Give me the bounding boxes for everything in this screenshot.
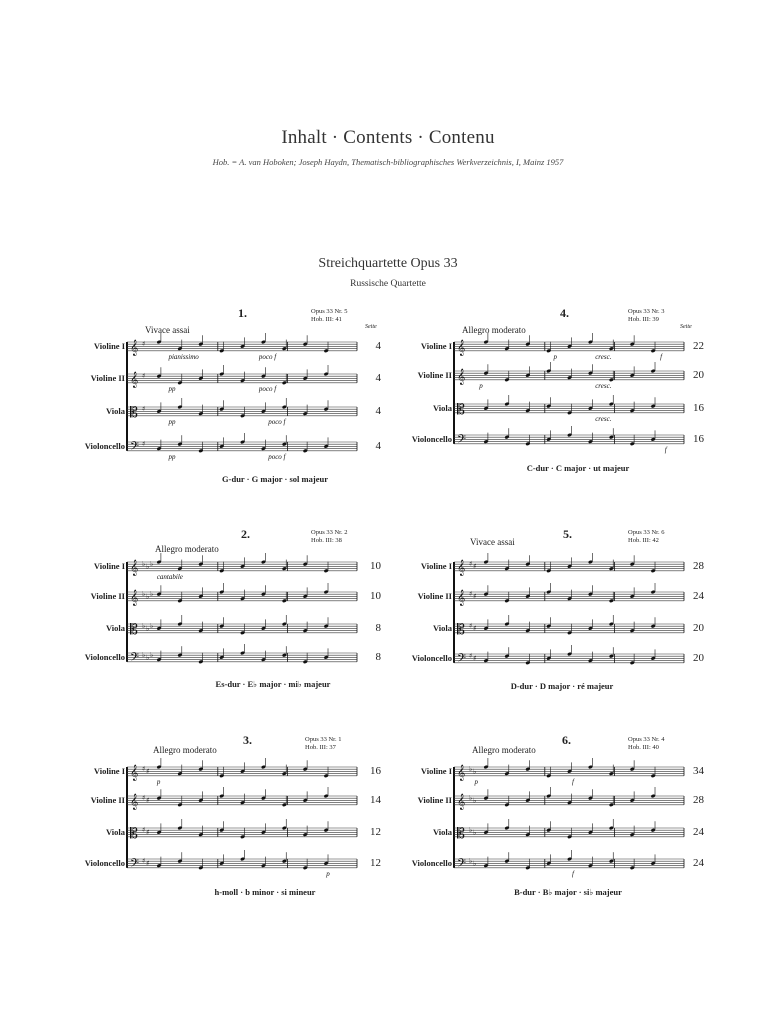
key-accidental-icon: ♭ [473, 859, 477, 868]
key-accidental-icon: ♯ [142, 440, 146, 449]
dynamic-marking: poco f [258, 352, 277, 361]
clef-icon: 𝄞 [130, 764, 139, 781]
key-signature-label: Es-dur · E♭ major · mi♭ majeur [215, 679, 331, 689]
section-subtitle: Russische Quartette [350, 279, 426, 289]
page-number: 16 [370, 765, 381, 777]
instrument-violin-1: Violine I [420, 561, 452, 571]
hoboken-number: Hob. III: 42 [628, 537, 659, 544]
dynamic-marking: p [474, 777, 479, 786]
instrument-cello: Violoncello [84, 858, 125, 868]
opus-number: Opus 33 Nr. 5 [311, 308, 348, 315]
page-number: 14 [370, 794, 381, 806]
staff [454, 819, 684, 842]
staff [454, 395, 684, 418]
page-number: 4 [375, 405, 381, 417]
dynamic-marking: cantabile [156, 572, 183, 581]
clef-icon: 𝄞 [130, 371, 139, 388]
instrument-violin-2: Violine II [90, 373, 125, 383]
key-accidental-icon: ♯ [469, 622, 473, 631]
dynamic-marking: cresc. [595, 414, 612, 423]
key-accidental-icon: ♭ [142, 560, 146, 569]
dynamic-marking: f [572, 777, 574, 786]
staff [127, 850, 357, 873]
tempo-marking: Vivace assai [470, 537, 515, 547]
instrument-cello: Violoncello [411, 858, 452, 868]
instrument-violin-1: Violine I [93, 766, 125, 776]
clef-icon: 𝄞 [457, 339, 466, 356]
staff [127, 333, 357, 356]
key-accidental-icon: ♯ [473, 654, 477, 663]
music-staff-system [452, 527, 712, 697]
key-accidental-icon: ♯ [142, 857, 146, 866]
clef-icon: 𝄡 [130, 825, 138, 842]
instrument-viola: Viola [105, 827, 125, 837]
instrument-viola: Viola [432, 623, 452, 633]
staff [454, 583, 684, 606]
music-staff-system [452, 306, 712, 476]
hoboken-number: Hob. III: 38 [311, 537, 342, 544]
clef-icon: 𝄞 [130, 793, 139, 810]
incipit-number: 2. [241, 527, 250, 541]
clef-icon: 𝄞 [457, 589, 466, 606]
key-accidental-icon: ♯ [469, 560, 473, 569]
page-number: 8 [375, 622, 381, 634]
staff [127, 398, 357, 421]
key-accidental-icon: ♭ [146, 562, 150, 571]
page-number: 16 [693, 433, 704, 445]
instrument-cello: Violoncello [411, 434, 452, 444]
clef-icon: 𝄞 [457, 764, 466, 781]
key-accidental-icon: ♭ [469, 857, 473, 866]
tempo-marking: Allegro moderato [155, 544, 219, 554]
instrument-violin-2: Violine II [90, 795, 125, 805]
opus-number: Opus 33 Nr. 3 [628, 308, 665, 315]
page-title: Inhalt · Contents · Contenu [281, 127, 495, 148]
page-subtitle: Hob. = A. van Hoboken; Joseph Haydn, Thematisch-bibliographisches Werkverzeichnis, I, Mainz 1957 [212, 157, 564, 167]
dynamic-marking: f [664, 445, 667, 454]
incipit-number: 5. [563, 527, 572, 541]
staff [127, 758, 357, 781]
incipit-1 [84, 306, 425, 496]
key-signature-label: D-dur · D major · ré majeur [510, 681, 614, 691]
instrument-cello: Violoncello [84, 441, 125, 451]
staff [454, 645, 684, 668]
hoboken-number: Hob. III: 40 [628, 744, 659, 751]
key-accidental-icon: ♯ [142, 340, 146, 349]
dynamic-marking: pianissimo [168, 352, 199, 361]
key-signature-label: h-moll · b minor · si mineur [214, 887, 316, 897]
key-accidental-icon: ♭ [146, 624, 150, 633]
seite-label: Seite [365, 324, 377, 330]
incipit-5 [411, 527, 752, 717]
clef-icon: 𝄡 [457, 621, 465, 638]
clef-icon: 𝄢 [130, 650, 140, 667]
key-accidental-icon: ♯ [469, 652, 473, 661]
key-accidental-icon: ♯ [142, 765, 146, 774]
hoboken-number: Hob. III: 41 [311, 316, 342, 323]
clef-icon: 𝄡 [130, 404, 138, 421]
key-accidental-icon: ♯ [469, 590, 473, 599]
page-number: 10 [370, 590, 381, 602]
staff [127, 644, 357, 667]
clef-icon: 𝄢 [457, 432, 467, 449]
staff [127, 819, 357, 842]
instrument-viola: Viola [432, 403, 452, 413]
instrument-violin-2: Violine II [417, 370, 452, 380]
key-accidental-icon: ♯ [473, 624, 477, 633]
page-number: 20 [693, 369, 704, 381]
key-accidental-icon: ♭ [473, 828, 477, 837]
tempo-marking: Allegro moderato [153, 745, 217, 755]
staff [454, 758, 684, 781]
instrument-cello: Violoncello [411, 653, 452, 663]
clef-icon: 𝄢 [457, 856, 467, 873]
key-accidental-icon: ♭ [469, 765, 473, 774]
clef-icon: 𝄢 [457, 651, 467, 668]
key-accidental-icon: ♯ [142, 826, 146, 835]
instrument-violin-1: Violine I [93, 341, 125, 351]
staff [454, 362, 684, 385]
dynamic-marking: f [660, 352, 663, 361]
clef-icon: 𝄞 [457, 793, 466, 810]
clef-icon: 𝄞 [130, 559, 139, 576]
staff [127, 433, 357, 456]
music-staff-system [125, 527, 385, 697]
staff [127, 583, 357, 606]
key-accidental-icon: ♯ [473, 562, 477, 571]
dynamic-marking: poco f [258, 384, 277, 393]
instrument-violin-2: Violine II [90, 591, 125, 601]
staff [127, 787, 357, 810]
music-staff-system [125, 306, 385, 476]
page-number: 22 [693, 340, 704, 352]
key-accidental-icon: ♯ [142, 405, 146, 414]
dynamic-marking: pp [168, 452, 176, 461]
clef-icon: 𝄡 [457, 825, 465, 842]
incipit-2 [84, 527, 425, 717]
page-number: 10 [370, 560, 381, 572]
music-staff-system [452, 733, 712, 903]
page-number: 28 [693, 560, 704, 572]
instrument-viola: Viola [105, 406, 125, 416]
key-accidental-icon: ♭ [146, 653, 150, 662]
instrument-violin-1: Violine I [420, 341, 452, 351]
page-number: 4 [375, 440, 381, 452]
incipit-number: 3. [243, 733, 252, 747]
opus-number: Opus 33 Nr. 4 [628, 736, 665, 743]
opus-number: Opus 33 Nr. 6 [628, 529, 665, 536]
clef-icon: 𝄞 [457, 559, 466, 576]
clef-icon: 𝄡 [457, 401, 465, 418]
page-number: 24 [693, 826, 704, 838]
page-number: 34 [693, 765, 704, 777]
incipit-number: 6. [562, 733, 571, 747]
key-signature-label: G-dur · G major · sol majeur [222, 474, 328, 484]
key-accidental-icon: ♯ [142, 794, 146, 803]
dynamic-marking: p [479, 381, 483, 390]
clef-icon: 𝄢 [130, 856, 140, 873]
key-accidental-icon: ♯ [142, 372, 146, 381]
instrument-violin-1: Violine I [93, 561, 125, 571]
key-accidental-icon: ♭ [150, 590, 154, 599]
staff [454, 850, 684, 873]
opus-number: Opus 33 Nr. 2 [311, 529, 348, 536]
clef-icon: 𝄞 [130, 339, 139, 356]
tempo-marking: Vivace assai [145, 325, 190, 335]
clef-icon: 𝄞 [457, 368, 466, 385]
tempo-marking: Allegro moderato [462, 325, 526, 335]
clef-icon: 𝄢 [130, 439, 140, 456]
dynamic-marking: cresc. [595, 381, 612, 390]
key-accidental-icon: ♭ [150, 622, 154, 631]
staff [127, 365, 357, 388]
incipit-4 [411, 306, 752, 496]
key-signature-label: C-dur · C major · ut majeur [526, 463, 630, 473]
key-accidental-icon: ♭ [142, 590, 146, 599]
dynamic-marking: p [326, 869, 330, 878]
key-accidental-icon: ♯ [146, 796, 150, 805]
incipit-6 [411, 733, 752, 923]
dynamic-marking: pp [168, 417, 176, 426]
key-accidental-icon: ♯ [146, 859, 150, 868]
key-signature-label: B-dur · B♭ major · si♭ majeur [514, 887, 622, 897]
staff [454, 426, 684, 449]
page-number: 20 [693, 652, 704, 664]
dynamic-marking: f [572, 869, 574, 878]
dynamic-marking: p [553, 352, 557, 361]
key-accidental-icon: ♭ [473, 767, 477, 776]
key-accidental-icon: ♯ [146, 767, 150, 776]
clef-icon: 𝄞 [130, 589, 139, 606]
key-accidental-icon: ♭ [469, 794, 473, 803]
page-number: 28 [693, 794, 704, 806]
instrument-cello: Violoncello [84, 652, 125, 662]
seite-label: Seite [680, 324, 692, 330]
dynamic-marking: poco f [268, 417, 286, 426]
instrument-violin-1: Violine I [420, 766, 452, 776]
page-number: 4 [375, 372, 381, 384]
page-number: 4 [375, 340, 381, 352]
hoboken-number: Hob. III: 37 [305, 744, 336, 751]
page-number: 8 [375, 651, 381, 663]
page-number: 12 [370, 826, 381, 838]
key-accidental-icon: ♭ [473, 796, 477, 805]
instrument-violin-2: Violine II [417, 795, 452, 805]
key-accidental-icon: ♭ [150, 651, 154, 660]
key-accidental-icon: ♭ [142, 622, 146, 631]
tempo-marking: Allegro moderato [472, 745, 536, 755]
opus-number: Opus 33 Nr. 1 [305, 736, 342, 743]
section-title: Streichquartette Opus 33 [318, 256, 458, 271]
staff [454, 553, 684, 576]
dynamic-marking: cresc. [595, 352, 612, 361]
page-number: 16 [693, 402, 704, 414]
page-number: 24 [693, 857, 704, 869]
hoboken-number: Hob. III: 39 [628, 316, 659, 323]
key-accidental-icon: ♭ [146, 592, 150, 601]
dynamic-marking: p [156, 777, 161, 786]
page-number: 20 [693, 622, 704, 634]
incipit-number: 4. [560, 306, 569, 320]
instrument-viola: Viola [432, 827, 452, 837]
page-number: 24 [693, 590, 704, 602]
music-staff-system [125, 733, 385, 903]
incipit-number: 1. [238, 306, 247, 320]
key-accidental-icon: ♭ [150, 560, 154, 569]
key-accidental-icon: ♯ [146, 828, 150, 837]
key-accidental-icon: ♭ [142, 651, 146, 660]
staff [454, 615, 684, 638]
dynamic-marking: poco f [268, 452, 286, 461]
instrument-violin-2: Violine II [417, 591, 452, 601]
instrument-viola: Viola [105, 623, 125, 633]
staff [454, 333, 684, 356]
key-accidental-icon: ♭ [469, 826, 473, 835]
staff [127, 615, 357, 638]
page-number: 12 [370, 857, 381, 869]
clef-icon: 𝄡 [130, 621, 138, 638]
dynamic-marking: pp [168, 384, 176, 393]
key-accidental-icon: ♯ [473, 592, 477, 601]
staff [454, 787, 684, 810]
